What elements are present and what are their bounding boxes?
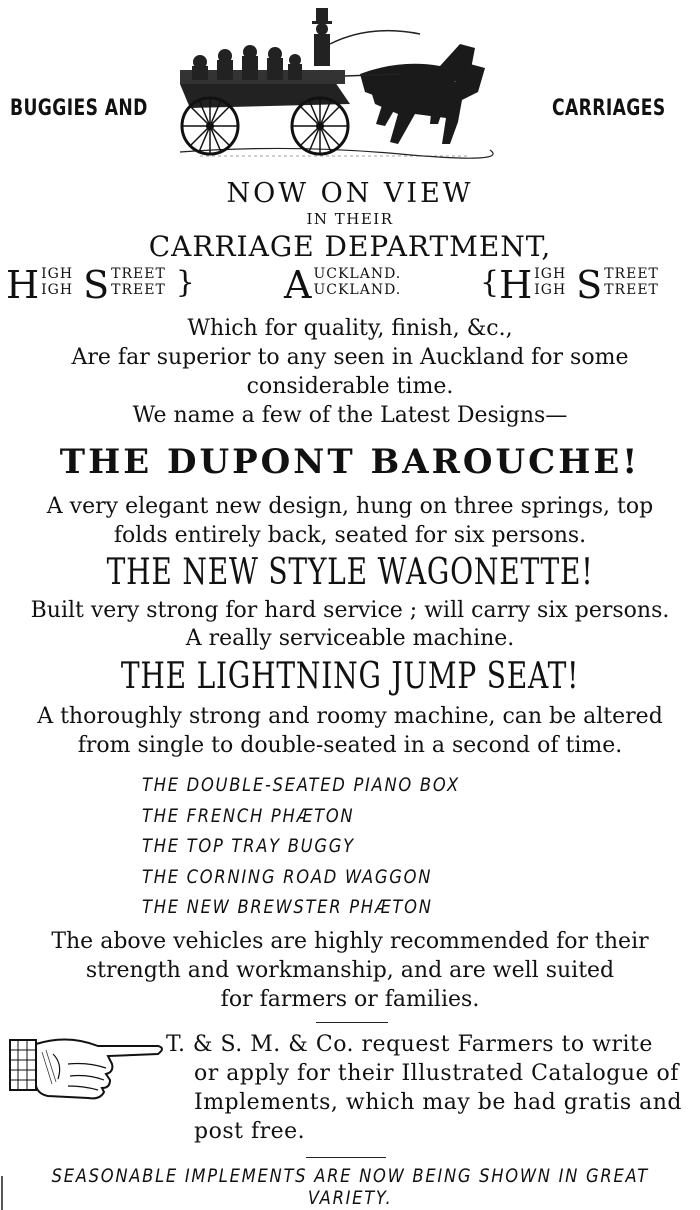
list-item: THE DOUBLE-SEATED PIANO BOX <box>142 774 460 796</box>
catalogue-notice <box>166 1030 696 1146</box>
address-auckland <box>284 263 411 307</box>
footer-line-2: VARIETY. <box>307 1187 393 1209</box>
wagonette-heading: THE NEW STYLE WAGONETTE! <box>106 552 594 593</box>
footer-line-1: SEASONABLE IMPLEMENTS ARE NOW BEING SHOWN IN GREAT <box>51 1165 649 1187</box>
intro-line-4: We name a few of the Latest Designs— <box>132 403 568 428</box>
in-their-text: IN THEIR <box>306 210 394 228</box>
list-item: THE CORNING ROAD WAGGON <box>142 865 433 888</box>
high-initial: H <box>6 263 40 307</box>
recommend-line-3: for farmers or families. <box>220 987 480 1012</box>
street-initial: S <box>83 263 110 307</box>
jumpseat-line-2: from single to double-seated in a second of time. <box>77 733 623 758</box>
catalogue-line-2: or apply for their Illustrated Catalogue of <box>194 1061 679 1086</box>
divider <box>316 1022 388 1023</box>
recommend-line-1: The above vehicles are highly recommended for their <box>51 929 649 954</box>
street-small: TREET TREET <box>111 266 166 298</box>
auckland-initial: A <box>284 263 312 307</box>
auckland-small: UCKLAND. UCKLAND. <box>313 266 402 298</box>
now-on-view-heading: NOW ON VIEW <box>226 178 474 209</box>
dupont-line-2: folds entirely back, seated for six persons. <box>113 523 587 548</box>
address-high-street-left <box>6 263 195 307</box>
address-high-street-right <box>480 263 659 307</box>
wagonette-line-1: Built very strong for hard service ; will carry six persons. <box>30 598 670 623</box>
intro-line-3: considerable time. <box>246 374 454 399</box>
intro-line-2: Are far superior to any seen in Auckland for some <box>71 345 629 370</box>
list-item: THE NEW BREWSTER PHÆTON <box>142 896 433 918</box>
divider <box>306 1157 386 1158</box>
list-item: THE FRENCH PHÆTON <box>142 804 355 827</box>
page-edge-mark <box>1 1176 3 1210</box>
high-small: IGH IGH <box>534 266 567 298</box>
catalogue-line-1: T. & S. M. & Co. request Farmers to write <box>166 1032 653 1057</box>
street-small: TREET TREET <box>604 266 659 298</box>
horse-drawn-carriage-illustration <box>170 4 500 164</box>
jump-seat-heading: THE LIGHTNING JUMP SEAT! <box>120 656 580 697</box>
right-brace: } <box>175 265 195 300</box>
header-right-word: CARRIAGES <box>552 96 666 121</box>
intro-line-1: Which for quality, finish, &c., <box>187 316 513 341</box>
catalogue-line-4: post free. <box>194 1119 306 1144</box>
catalogue-line-3: Implements, which may be had gratis and <box>194 1090 682 1115</box>
dupont-barouche-heading: THE DUPONT BAROUCHE! <box>59 442 641 482</box>
high-initial: H <box>499 263 533 307</box>
jumpseat-line-1: A thoroughly strong and roomy machine, can be altered <box>37 704 663 729</box>
footer-notice <box>0 1165 700 1209</box>
pointing-hand-icon <box>8 1024 168 1102</box>
carriage-department-heading: CARRIAGE DEPARTMENT, <box>148 230 552 263</box>
left-brace: { <box>480 265 500 300</box>
recommend-line-2: strength and workmanship, and are well suited <box>85 958 615 983</box>
high-small: IGH IGH <box>41 266 74 298</box>
wagonette-line-2: A really serviceable machine. <box>185 626 515 651</box>
dupont-line-1: A very elegant new design, hung on three springs, top <box>46 494 654 519</box>
header-left-word: BUGGIES AND <box>10 96 148 121</box>
street-initial: S <box>576 263 603 307</box>
list-item: THE TOP TRAY BUGGY <box>142 835 355 857</box>
model-list <box>142 770 512 923</box>
